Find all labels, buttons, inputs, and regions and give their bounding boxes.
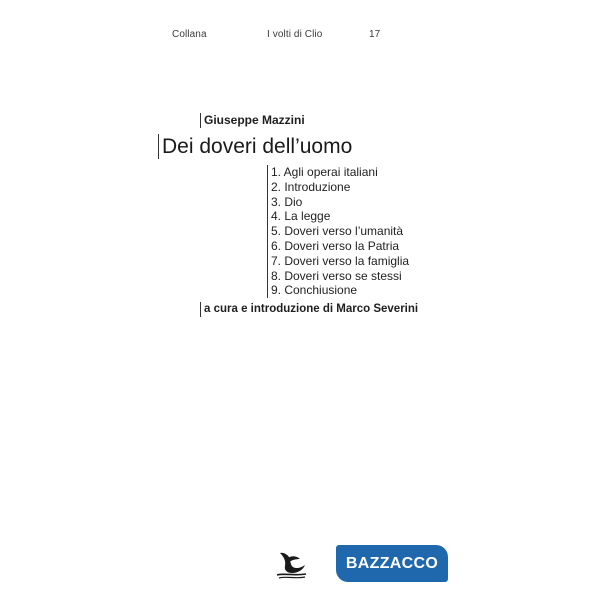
toc-item: 8. Doveri verso se stessi [271, 268, 402, 283]
toc-item: 9. Conchiusione [271, 283, 358, 298]
collection-name: I volti di Clio [267, 29, 323, 40]
toc-item: 6. Doveri verso la Patria [271, 238, 400, 253]
table-of-contents [267, 165, 409, 298]
toc-item: 4. La legge [271, 209, 331, 224]
publisher-name: BAZZACCO [345, 554, 439, 572]
editor-credit: a cura e introduzione di Marco Severini [200, 302, 418, 317]
toc-item: 3. Dio [271, 194, 303, 209]
toc-item: 5. Doveri verso l’umanità [271, 224, 404, 239]
toc-item: 7. Doveri verso la famiglia [271, 253, 410, 268]
swan-logo-icon [274, 549, 308, 579]
series-label: Collana [172, 29, 207, 40]
toc-item: 2. Introduzione [271, 179, 351, 194]
series-number: 17 [369, 29, 381, 40]
publisher-logo [336, 545, 448, 582]
author-name: Giuseppe Mazzini [200, 113, 305, 128]
book-title: Dei doveri dell’uomo [158, 134, 352, 159]
toc-item: 1. Agli operai italiani [271, 165, 378, 179]
